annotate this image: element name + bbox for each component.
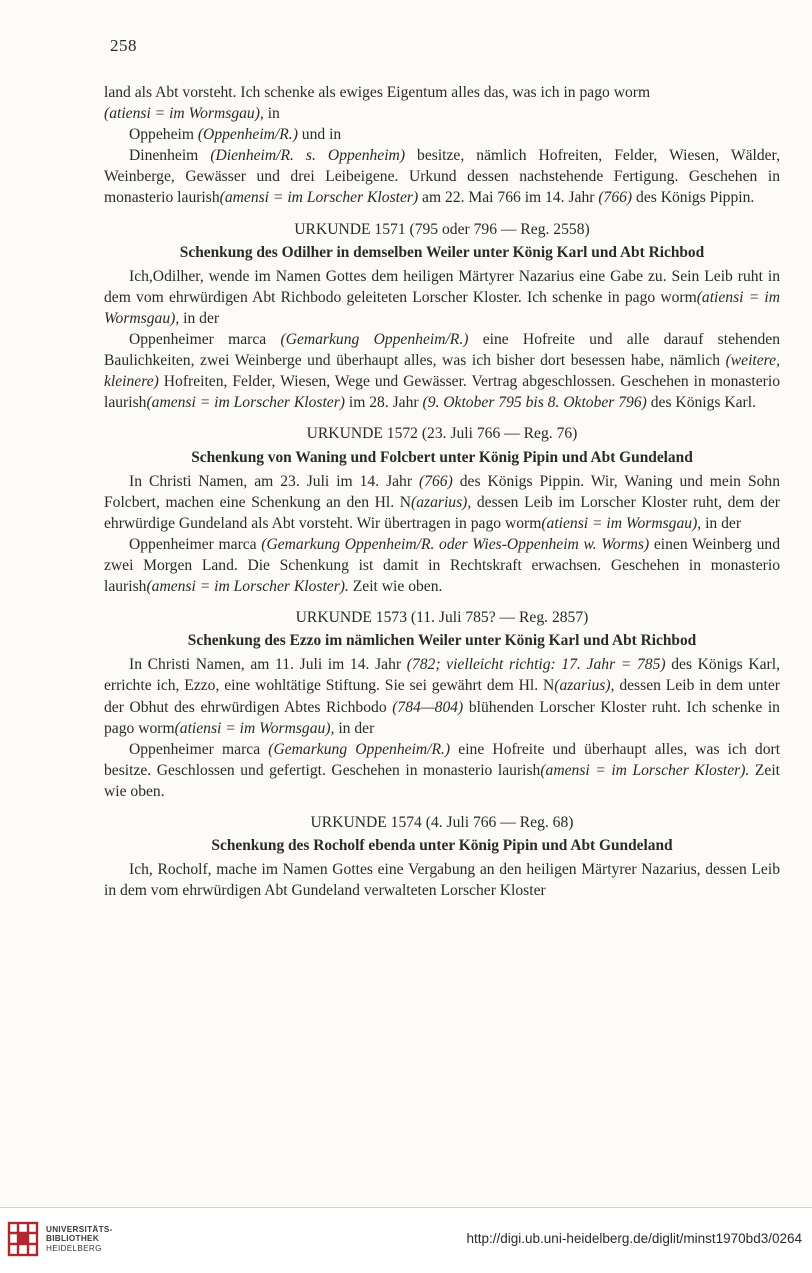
- urkunde-1574-subheading: Schenkung des Rocholf ebenda unter König Pipin und Abt Gundeland: [211, 837, 673, 855]
- urkunde-1571-paragraph-1: Ich,Odilher, wende im Namen Gottes dem heiligen Märtyrer Nazarius eine Gabe zu. Sein Leib ruht in dem vom ehrwürdigen Abt Richbodo geleiteten Lorscher Kloster. Ich schenke in pago worm(atiensi = im Wormsgau), in der: [104, 267, 781, 327]
- urkunde-1573-paragraph-1: In Christi Namen, am 11. Juli im 14. Jahr (782; vielleicht richtig: 17. Jahr = 785) des Königs Karl, errichte ich, Ezzo, eine wohltätige Stiftung. Sie sei gewährt dem Hl. N(azarius), dessen Leib in dem unter der Obhut des ehrwürdigen Abtes Richbodo (784—804) blühenden Lorscher Kloster ruht. Ich schenke in pago worm(atiensi = im Wormsgau), in der: [104, 656, 780, 737]
- urkunde-1571-subheading: Schenkung des Odilher in demselben Weiler unter König Karl und Abt Richbod: [179, 243, 705, 261]
- urkunde-1571-paragraph-2: Oppenheimer marca (Gemarkung Oppenheim/R.) eine Hofreite und alle darauf stehenden Baulichkeiten, zwei Weinberge und überhaupt alles, was ich bisher dort besessen habe, nämlich (weitere, kleinere) Hofreiten, Felder, Wiesen, Wege und Gewässer. Vertrag abgeschlossen. Geschehen in monasterio laurish(amensi = im Lorscher Kloster) im 28. Jahr (9. Oktober 795 bis 8. Oktober 796) des Königs Karl.: [104, 331, 781, 412]
- intro-paragraph-1: land als Abt vorsteht. Ich schenke als ewiges Eigentum alles das, was ich in pago worm (atiensi = im Wormsgau), in: [104, 84, 651, 123]
- urkunde-1571-heading: URKUNDE 1571 (795 oder 796 — Reg. 2558): [294, 220, 590, 238]
- logo-line-1: UNIVERSITÄTS-: [46, 1225, 113, 1234]
- university-library-name: [46, 1225, 113, 1253]
- university-library-logo-icon: [6, 1220, 40, 1258]
- page-number: 258: [110, 36, 137, 55]
- urkunde-1573-heading: URKUNDE 1573 (11. Juli 785? — Reg. 2857): [295, 609, 589, 627]
- document-body: [104, 82, 780, 901]
- document-url-link[interactable]: http://digi.ub.uni-heidelberg.de/diglit/minst1970bd3/0264: [466, 1231, 802, 1246]
- urkunde-1572-subheading: Schenkung von Waning und Folcbert unter König Pipin und Abt Gundeland: [191, 448, 693, 466]
- urkunde-1572-paragraph-2: Oppenheimer marca (Gemarkung Oppenheim/R. oder Wies-Oppenheim w. Worms) einen Weinberg und zwei Morgen Land. Die Schenkung ist damit in Rechtskraft erwachsen. Geschehen in monasterio laurish(amensi = im Lorscher Kloster). Zeit wie oben.: [104, 535, 780, 596]
- urkunde-1572-paragraph-1: In Christi Namen, am 23. Juli im 14. Jahr (766) des Königs Pippin. Wir, Waning und mein Sohn Folcbert, machen eine Schenkung an den Hl. N(azarius), dessen Leib im Lorscher Kloster ruht, dem der ehrwürdige Gundeland als Abt vorsteht. Wir übertragen in pago worm(atiensi = im Wormsgau), in der: [104, 472, 781, 532]
- urkunde-1573-paragraph-2: Oppenheimer marca (Gemarkung Oppenheim/R.) eine Hofreite und überhaupt alles, was ich dort besitze. Geschlossen und gefertigt. Geschehen in monasterio laurish(amensi = im Lorscher Kloster). Zeit wie oben.: [104, 740, 781, 800]
- intro-paragraph-2: Oppeheim (Oppenheim/R.) und in: [129, 126, 342, 144]
- logo-line-2: BIBLIOTHEK: [46, 1234, 100, 1244]
- urkunde-1573-subheading: Schenkung des Ezzo im nämlichen Weiler unter König Karl und Abt Richbod: [187, 632, 697, 650]
- urkunde-1572-heading: URKUNDE 1572 (23. Juli 766 — Reg. 76): [306, 425, 578, 443]
- intro-paragraph-3: Dinenheim (Dienheim/R. s. Oppenheim) besitze, nämlich Hofreiten, Felder, Wiesen, Wälder, Weinberge, Gewässer und drei Leibeigene. Urkund dessen nachstehende Fertigung. Geschehen in monasterio laurish(amensi = im Lorscher Kloster) am 22. Mai 766 im 14. Jahr (766) des Königs Pippin.: [104, 147, 781, 207]
- urkunde-1574-heading: URKUNDE 1574 (4. Juli 766 — Reg. 68): [310, 814, 574, 831]
- logo-line-3: HEIDELBERG: [46, 1243, 102, 1253]
- urkunde-1574-paragraph-1: Ich, Rocholf, mache im Namen Gottes eine Vergabung an den heiligen Märtyrer Nazarius, dessen Leib in dem vom ehrwürdigen Abt Gundeland verwalteten Lorscher Kloster: [104, 861, 780, 900]
- footer-bar: [0, 1208, 812, 1273]
